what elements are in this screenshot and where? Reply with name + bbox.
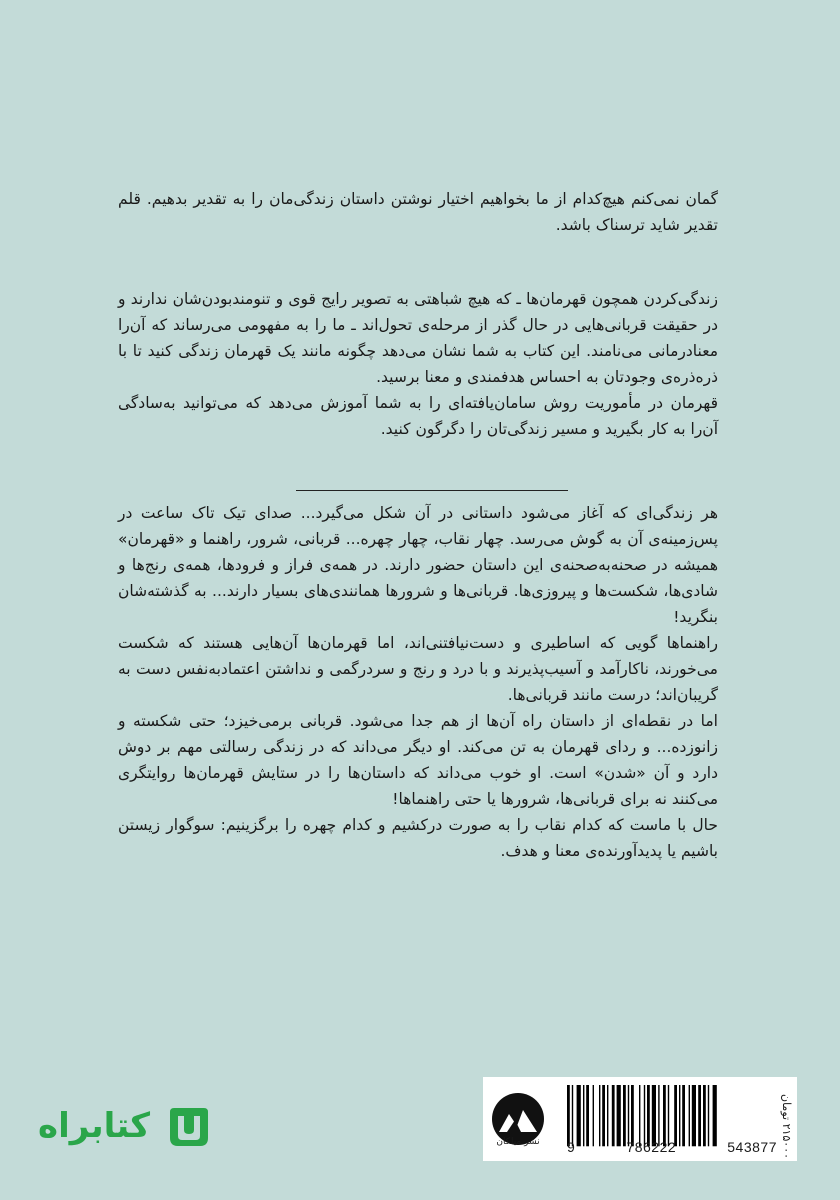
barcode-bar [586, 1085, 589, 1146]
section-divider [296, 490, 568, 491]
barcode-bar [647, 1085, 650, 1146]
barcode-bar [572, 1085, 573, 1146]
paragraph-7: حال با ماست که کدام نقاب را به صورت درکشیم و کدام چهره را برگزینیم: سوگوار زیستن باشیم یا پدیدآورنده‌ی معنا و هدف. [118, 816, 718, 860]
barcode-bar [617, 1085, 621, 1146]
barcode-card [483, 1077, 797, 1161]
barcode-bar [628, 1085, 629, 1146]
barcode-bar [602, 1085, 605, 1146]
isbn-digits [567, 1139, 777, 1155]
barcode-bar [692, 1085, 696, 1146]
barcode-bar [583, 1085, 584, 1146]
paragraph-5: راهنماها گویی که اساطیری و دست‌نیافتنی‌اند، اما قهرمان‌ها آن‌هایی هستند که شکست می‌خورند، ناکارآمد و آسیب‌پذیرند و با درد و رنج و سردرگمی و نداشتن اعتمادبه‌نفس دست به گریبان‌اند؛ درست مانند قربانی‌ها. [118, 634, 718, 704]
barcode-bar [689, 1085, 690, 1146]
isbn-prefix: 9 [567, 1139, 576, 1155]
barcode-bar [674, 1085, 677, 1146]
ketabrah-logo [38, 1098, 218, 1154]
intro-paragraph-block [118, 186, 718, 238]
isbn-group-2: 543877 [727, 1139, 777, 1155]
barcode-bar [698, 1085, 701, 1146]
ketabrah-book-icon [164, 1102, 214, 1152]
barcode-bar [593, 1085, 594, 1146]
barcode-bar [631, 1085, 634, 1146]
barcode-bar [682, 1085, 685, 1146]
barcode-bar [668, 1085, 669, 1146]
story-paragraph-block [118, 500, 718, 864]
publisher-name: نشر میلکان [496, 1137, 540, 1147]
description-paragraph-block [118, 286, 718, 442]
barcode-bar [623, 1085, 626, 1146]
barcode-bar [708, 1085, 709, 1146]
barcode-bar [577, 1085, 581, 1146]
barcode-bar [644, 1085, 645, 1146]
price-label: ۲۱۵۰۰۰ تومان [780, 1093, 793, 1159]
barcode-bar [652, 1085, 656, 1146]
paragraph-6: اما در نقطه‌ای از داستان راه آن‌ها از هم جدا می‌شود. قربانی برمی‌خیزد؛ حتی شکسته و زانوزده... و ردای قهرمان به تن می‌کند. او دیگر می‌داند که در زندگی رسالتی مهم بر دوش دارد و آن «شدن» است. او خوب می‌داند که داستان‌ها را در ستایش قهرمان‌ها روایتگری می‌کنند نه برای قربانی‌ها، شرورها یا حتی راهنماها! [118, 712, 718, 808]
barcode-bar [639, 1085, 640, 1146]
barcode-bar [599, 1085, 600, 1146]
barcode-bar [658, 1085, 659, 1146]
barcode-bar [713, 1085, 717, 1146]
barcode-bar [567, 1085, 570, 1146]
barcode-bar [703, 1085, 706, 1146]
barcode-bar [663, 1085, 666, 1146]
barcode-bar [612, 1085, 615, 1146]
isbn-group-1: 786222 [626, 1139, 677, 1155]
paragraph-1: گمان نمی‌کنم هیچ‌کدام از ما بخواهیم اختیار نوشتن داستان زندگی‌مان را به تقدیر بدهیم. قلم تقدیر شاید ترسناک باشد. [118, 190, 718, 234]
ketabrah-wordmark: کتابراه [38, 1106, 151, 1146]
paragraph-4: هر زندگی‌ای که آغاز می‌شود داستانی در آن شکل می‌گیرد... صدای تیک تاک ساعت در پس‌زمینه‌ی آن به گوش می‌رسد. چهار نقاب، چهار چهره... قربانی، شرور، راهنما و «قهرمان» همیشه در صحنه‌به‌صحنه‌ی این داستان حضور دارند. در همه‌ی فراز و فرودها، همه‌ی رنج‌ها و شادی‌ها، شکست‌ها و پیروزی‌ها. قربانی‌ها و شرورها همانندی‌های بسیار دارند... به گذشته‌شان بنگرید! [118, 504, 718, 626]
barcode-bar [607, 1085, 608, 1146]
paragraph-3: قهرمان در مأموریت روش سامان‌یافته‌ای را به شما آموزش می‌دهد که می‌توانید به‌سادگی آن‌را به کار بگیرید و مسیر زندگی‌تان را دگرگون کنید. [118, 394, 718, 438]
paragraph-2: زندگی‌کردن همچون قهرمان‌ها ـ که هیچ شباهتی به تصویر رایج قوی و تنومندبودن‌شان ندارند و در حقیقت قربانی‌هایی در حال گذر از مرحله‌ی تحول‌اند ـ ما را به مفهومی می‌رساند که آن‌را معنادرمانی می‌نامند. این کتاب به شما نشان می‌دهد چگونه مانند یک قهرمان زندگی کنید تا با ذره‌ذره‌ی وجودتان به احساس هدفمندی و معنا برسید. [118, 290, 718, 386]
barcode-bar [679, 1085, 680, 1146]
